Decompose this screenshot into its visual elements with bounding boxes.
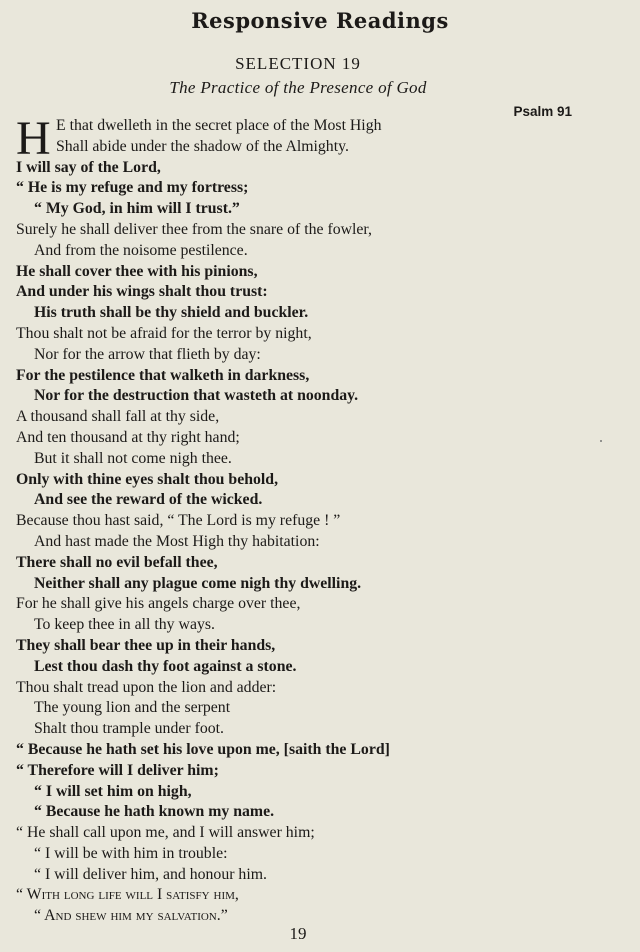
reading-line: And ten thousand at thy right hand; bbox=[16, 428, 240, 446]
selection-title: SELECTION 19 bbox=[235, 54, 361, 73]
reading-line: “ With long life will I satisfy him, bbox=[16, 886, 239, 904]
reading-line: Thou shalt not be afraid for the terror by night, bbox=[16, 324, 312, 342]
reading-line: “ And shew him my salvation.” bbox=[34, 907, 228, 925]
reading-line: A thousand shall fall at thy side, bbox=[16, 408, 220, 426]
reading-line: For he shall give his angels charge over thee, bbox=[16, 595, 301, 613]
reading-line: For the pestilence that walketh in darkness, bbox=[16, 366, 310, 384]
reading-line: Surely he shall deliver thee from the snare of the fowler, bbox=[16, 220, 372, 238]
page-number: 19 bbox=[289, 924, 307, 943]
reading-text bbox=[16, 112, 486, 927]
drop-cap: H bbox=[16, 112, 51, 165]
reading-line: And hast made the Most High thy habitation: bbox=[34, 532, 320, 550]
reading-line: “ Therefore will I deliver him; bbox=[16, 761, 219, 779]
psalm-reference: Psalm 91 bbox=[513, 104, 572, 119]
reading-line: There shall no evil befall thee, bbox=[16, 553, 218, 571]
reading-line: “ Because he hath known my name. bbox=[34, 803, 275, 821]
reading-line: But it shall not come nigh thee. bbox=[34, 449, 232, 467]
reading-line: His truth shall be thy shield and buckler. bbox=[34, 304, 309, 322]
reading-line: Neither shall any plague come nigh thy dwelling. bbox=[34, 574, 362, 592]
reading-line: Shall abide under the shadow of the Almighty. bbox=[56, 137, 349, 155]
reading-line: I will say of the Lord, bbox=[16, 158, 161, 176]
reading-line: “ My God, in him will I trust.” bbox=[34, 200, 240, 218]
reading-line: To keep thee in all thy ways. bbox=[34, 616, 215, 634]
reading-line: “ He shall call upon me, and I will answer him; bbox=[16, 824, 315, 842]
reading-line: Because thou hast said, “ The Lord is my refuge ! ” bbox=[16, 512, 341, 530]
reading-line: “ I will set him on high, bbox=[34, 782, 192, 800]
reading-line: Shalt thou trample under foot. bbox=[34, 720, 224, 738]
reading-line: The young lion and the serpent bbox=[34, 699, 231, 717]
reading-line: And from the noisome pestilence. bbox=[34, 241, 248, 259]
reading-line: Only with thine eyes shalt thou behold, bbox=[16, 470, 279, 488]
reading-line: “ He is my refuge and my fortress; bbox=[16, 179, 249, 197]
reading-line: Lest thou dash thy foot against a stone. bbox=[34, 657, 297, 675]
reading-line: They shall bear thee up in their hands, bbox=[16, 636, 276, 654]
reading-line: “ Because he hath set his love upon me, [saith the Lord] bbox=[16, 740, 390, 758]
selection-subtitle: The Practice of the Presence of God bbox=[169, 78, 427, 97]
reading-line: He shall cover thee with his pinions, bbox=[16, 262, 258, 280]
page-header: Responsive Readings bbox=[191, 8, 449, 33]
reading-line: “ I will be with him in trouble: bbox=[34, 844, 228, 862]
reading-line-text: E that dwelleth in the secret place of the Most High bbox=[56, 117, 382, 134]
reading-line: And see the reward of the wicked. bbox=[34, 491, 263, 509]
reading-line: Nor for the arrow that flieth by day: bbox=[34, 345, 261, 363]
reading-line: Nor for the destruction that wasteth at noonday. bbox=[34, 387, 359, 405]
reading-line: Thou shalt tread upon the lion and adder: bbox=[16, 678, 277, 696]
reading-line: And under his wings shalt thou trust: bbox=[16, 283, 268, 301]
reading-line: “ I will deliver him, and honour him. bbox=[34, 865, 267, 883]
paper-speck bbox=[600, 440, 602, 442]
